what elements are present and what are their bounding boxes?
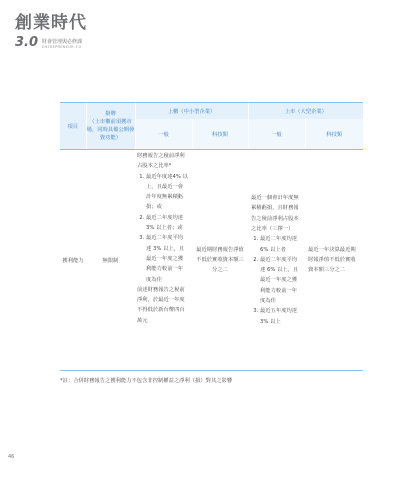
- otc-general-note: 前述財務報告之稅前淨利，於最近一年度不得低於新台幣四百萬元: [137, 286, 185, 324]
- twse-general-list: [251, 234, 302, 327]
- footnote: *註：合併財務報告之獲利能力不包含非控制權益之淨利（損）對其之影響: [60, 378, 233, 384]
- otc-general-item: 3. 最近二年度平均達 3% 以上，且最近一年度之獲利能力較前一年度為佳: [146, 233, 188, 284]
- chapter-subtitle-block: [42, 39, 82, 50]
- header-item: 項目: [60, 103, 86, 150]
- chapter-title: 創業時代: [15, 13, 87, 33]
- row-label-profitability: 獲利能力: [60, 150, 86, 371]
- header-otc-tech: 科技類: [192, 119, 248, 150]
- cell-twse-tech: 最近一年決算最近期財報淨值不低於實收資本額三分之二: [305, 150, 363, 371]
- header-otc: 上櫃（中小型企業）: [135, 103, 248, 119]
- header-listing: 掛牌 （上市櫃前須獲市場，同時具備公開發資功能）: [86, 103, 135, 150]
- header-twse-tech: 科技類: [305, 119, 363, 150]
- cell-twse-general: [248, 150, 305, 371]
- chapter-subtitle: 財會管理與必修課: [42, 39, 83, 45]
- header-twse: 上市（大型企業）: [248, 103, 363, 119]
- chapter-subheader: [15, 36, 82, 50]
- header-twse-general: 一般: [248, 119, 305, 150]
- chapter-subtitle-en: ENTREPRENEUR 3.0: [42, 45, 82, 49]
- twse-general-item: 2. 最近二年度平均達 6% 以上，且最近一年度之獲利能力較前一年度為佳: [260, 255, 302, 306]
- chapter-number: 3.0: [15, 35, 39, 50]
- cell-no-limit: 無限制: [86, 150, 135, 371]
- twse-general-intro: 最近一個會計年度無累積虧損，且財務報告之稅前淨利占股本之比率（三擇一）: [251, 195, 299, 232]
- otc-general-list: [137, 172, 188, 285]
- listing-requirements-table: [60, 102, 363, 371]
- otc-general-item: 1. 最近年度達4% 以上，且最近一會計年度無累積虧損；或: [146, 172, 188, 213]
- otc-general-intro: 財務報告之稅前淨利占股本之比率*: [137, 153, 185, 170]
- otc-general-item: 2. 最近二年度均達 3% 以上者；或: [146, 213, 188, 234]
- twse-general-item: 1. 最近二年度均達 6% 以上者: [260, 234, 302, 255]
- twse-general-item: 3. 最近五年度均達 3% 以上: [260, 306, 302, 327]
- cell-otc-general: [135, 150, 192, 371]
- header-otc-general: 一般: [135, 119, 192, 150]
- page-number: 46: [8, 454, 15, 460]
- cell-otc-tech: 最近期財務報告淨值不低於實收資本額三分之二: [192, 150, 248, 371]
